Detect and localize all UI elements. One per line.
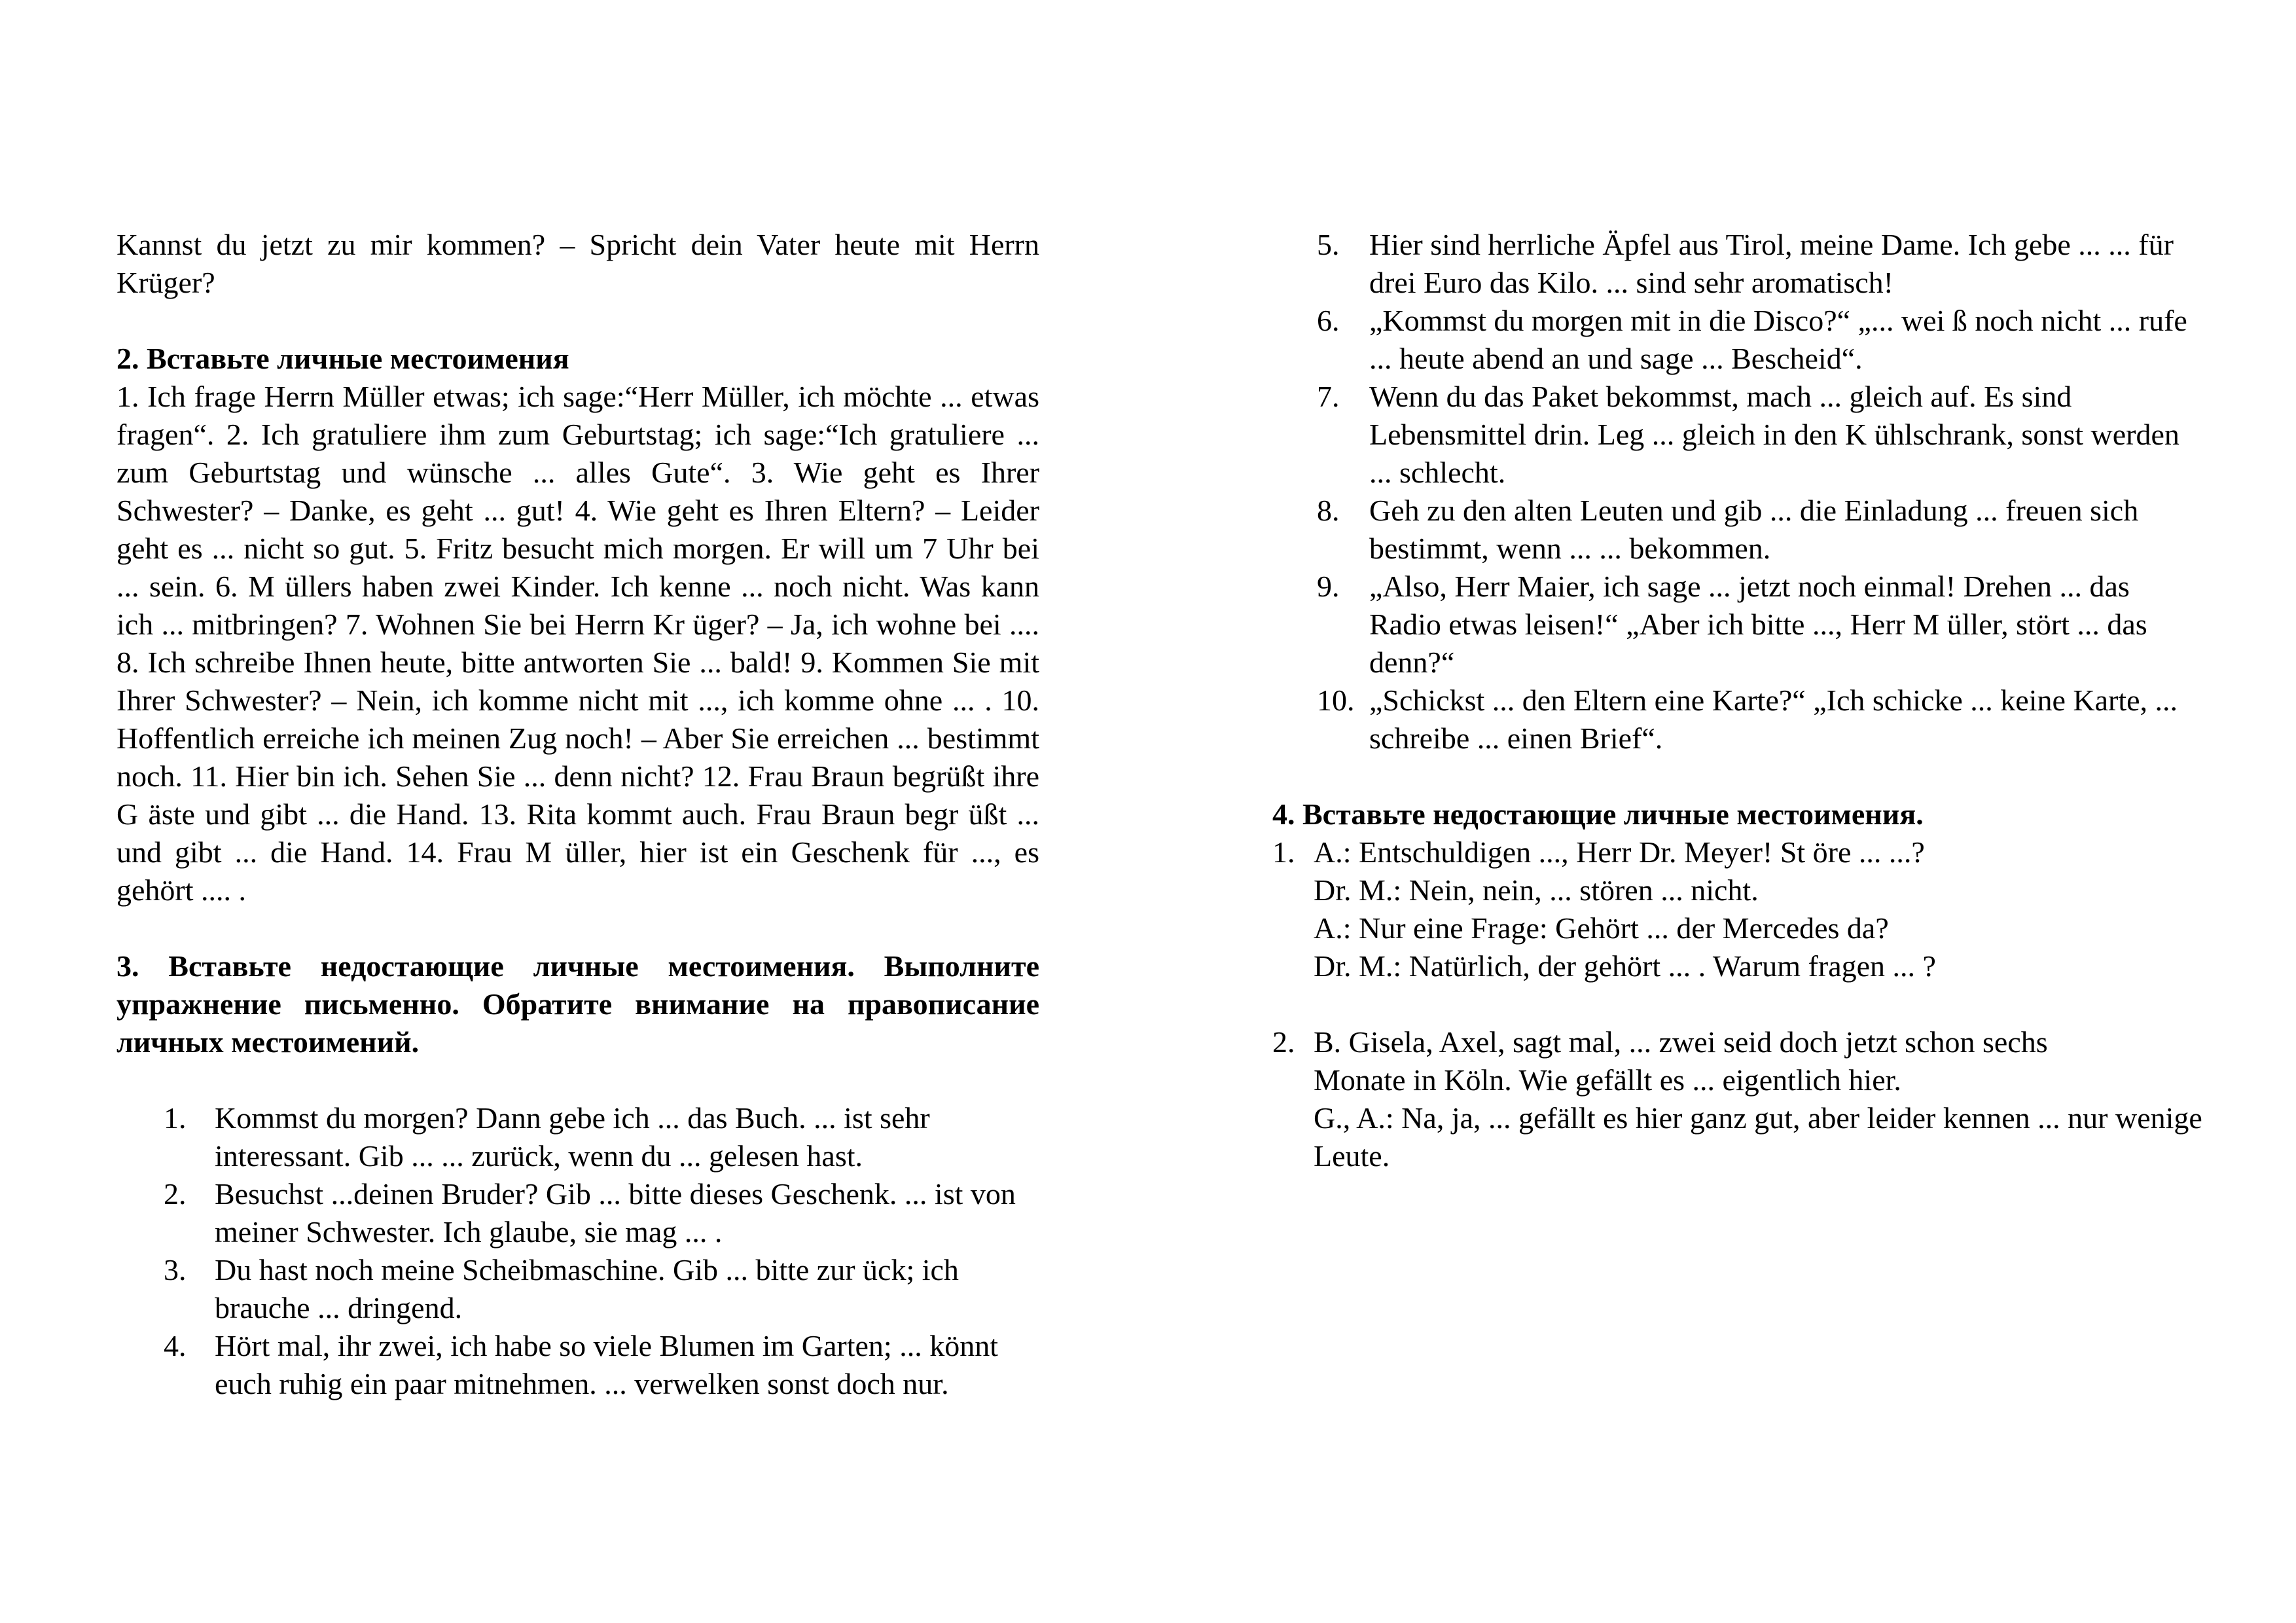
item-number: 6. xyxy=(1317,304,1340,337)
spacer xyxy=(117,1061,1039,1099)
item-number: 2. xyxy=(164,1177,187,1211)
list-item xyxy=(1272,492,2208,568)
intro-text: Kannst du jetzt zu mir kommen? – Spricht dein Vater heute mit Herrn Krüger? xyxy=(117,228,1039,299)
spacer xyxy=(117,909,1039,947)
list-item xyxy=(1272,302,2208,378)
dialog-line: G., A.: Na, ja, ... gefällt es hier ganz gut, aber leider kennen ... nur wenige Leute. xyxy=(1314,1101,2202,1173)
dialog-line: Dr. M.: Natürlich, der gehört ... . Warum fragen ... ? xyxy=(1314,949,1936,983)
exercise-3-list-left xyxy=(117,1099,1039,1403)
item-text: Besuchst ...deinen Bruder? Gib ... bitte dieses Geschenk. ... ist von meiner Schwester. Ich glaube, sie mag ... . xyxy=(215,1177,1016,1249)
left-column xyxy=(117,226,1039,1403)
dialog-text: A.: Entschuldigen ..., Herr Dr. Meyer! St öre ... ...? xyxy=(1314,835,1925,869)
list-item xyxy=(117,1251,1039,1327)
dialog-line: Dr. M.: Nein, nein, ... stören ... nicht. xyxy=(1314,873,1759,907)
exercise-4-title: 4. Вставьте недостающие личные местоимения. xyxy=(1272,797,1924,831)
spacer xyxy=(1272,985,2208,1023)
dialog-line: A.: Nur eine Frage: Gehört ... der Mercedes da? xyxy=(1314,911,1889,945)
item-text: Wenn du das Paket bekommst, mach ... gleich auf. Es sind Lebensmittel drin. Leg ... gleich in den K ühlschrank, sonst werden ... schlecht. xyxy=(1369,380,2179,489)
exercise-2-title: 2. Вставьте личные местоимения xyxy=(117,342,569,375)
list-item xyxy=(117,1327,1039,1403)
dialog-line xyxy=(1272,1023,2208,1061)
item-text: Hört mal, ihr zwei, ich habe so viele Blumen im Garten; ... könnt euch ruhig ein paar mitnehmen. ... verwelken sonst doch nur. xyxy=(215,1329,998,1400)
list-item xyxy=(1272,568,2208,682)
spacer xyxy=(117,302,1039,340)
dialog-2 xyxy=(1272,1023,2208,1175)
exercise-2-text: 1. Ich frage Herrn Müller etwas; ich sage:“Herr Müller, ich möchte ... etwas fragen“. 2. Ich gratuliere ihm zum Geburtstag; ich sage:“Ich gratuliere ... zum Geburtstag und wünsche ... alles Gute“. 3. Wie geht es Ihrer Schwester? – Danke, es geht ... gut! 4. Wie geht es Ihren Eltern? – Leider geht es ... nicht so gut. 5. Fritz besucht mich morgen. Er will um 7 Uhr bei ... sein. 6. M üllers haben zwei Kinder. Ich kenne ... noch nicht. Was kann ich ... mitbringen? 7. Wohnen Sie bei Herrn Kr üger? – Ja, ich wohne bei .... 8. Ich schreibe Ihnen heute, bitte antworten Sie ... bald! 9. Kommen Sie mit Ihrer Schwester? – Nein, ich komme nicht mit ..., ich komme ohne ... . 10. Hoffentlich erreiche ich meinen Zug noch! – Aber Sie erreichen ... bestimmt noch. 11. Hier bin ich. Sehen Sie ... denn nicht? 12. Frau Braun begrüßt ihre G äste und gibt ... die Hand. 13. Rita kommt auch. Frau Braun begr üßt ... und gibt ... die Hand. 14. Frau M üller, hier ist ein Geschenk für ..., es gehört .... . xyxy=(117,380,1039,907)
spacer xyxy=(1272,757,2208,795)
item-text: „Schickst ... den Eltern eine Karte?“ „Ich schicke ... keine Karte, ... schreibe ... einen Brief“. xyxy=(1369,684,2178,755)
dialog-number: 1. xyxy=(1272,835,1295,869)
dialog-text: B. Gisela, Axel, sagt mal, ... zwei seid doch jetzt schon sechs xyxy=(1314,1025,2048,1059)
item-text: Hier sind herrliche Äpfel aus Tirol, meine Dame. Ich gebe ... ... für drei Euro das Kilo. ... sind sehr aromatisch! xyxy=(1369,228,2174,299)
item-number: 4. xyxy=(164,1329,187,1362)
list-item xyxy=(1272,378,2208,492)
item-text: „Kommst du morgen mit in die Disco?“ „... wei ß noch nicht ... rufe ... heute abend an und sage ... Bescheid“. xyxy=(1369,304,2187,375)
item-text: Geh zu den alten Leuten und gib ... die Einladung ... freuen sich bestimmt, wenn ... ... bekommen. xyxy=(1369,494,2139,565)
right-column xyxy=(1272,226,2208,1175)
item-number: 5. xyxy=(1317,228,1340,261)
item-number: 3. xyxy=(164,1253,187,1286)
item-number: 10. xyxy=(1317,684,1355,717)
exercise-3-list-right xyxy=(1272,226,2208,757)
item-number: 1. xyxy=(164,1101,187,1135)
list-item xyxy=(1272,682,2208,757)
list-item xyxy=(117,1175,1039,1251)
list-item xyxy=(1272,226,2208,302)
item-text: Kommst du morgen? Dann gebe ich ... das Buch. ... ist sehr interessant. Gib ... ... zurück, wenn du ... gelesen hast. xyxy=(215,1101,930,1173)
dialog-1 xyxy=(1272,833,2208,985)
item-text: „Also, Herr Maier, ich sage ... jetzt noch einmal! Drehen ... das Radio etwas leisen!“ „Aber ich bitte ..., Herr M üller, stört ... das denn?“ xyxy=(1369,570,2147,679)
exercise-3-title: 3. Вставьте недостающие личные местоимения. Выполните упражнение письменно. Обратите внимание на правописание личных местоимений. xyxy=(117,949,1039,1059)
dialog-line: Monate in Köln. Wie gefällt es ... eigentlich hier. xyxy=(1314,1063,1901,1097)
item-number: 9. xyxy=(1317,570,1340,603)
item-text: Du hast noch meine Scheibmaschine. Gib ... bitte zur ück; ich brauche ... dringend. xyxy=(215,1253,959,1324)
dialog-line xyxy=(1272,833,2208,871)
dialog-number: 2. xyxy=(1272,1025,1295,1059)
item-number: 8. xyxy=(1317,494,1340,527)
list-item xyxy=(117,1099,1039,1175)
item-number: 7. xyxy=(1317,380,1340,413)
